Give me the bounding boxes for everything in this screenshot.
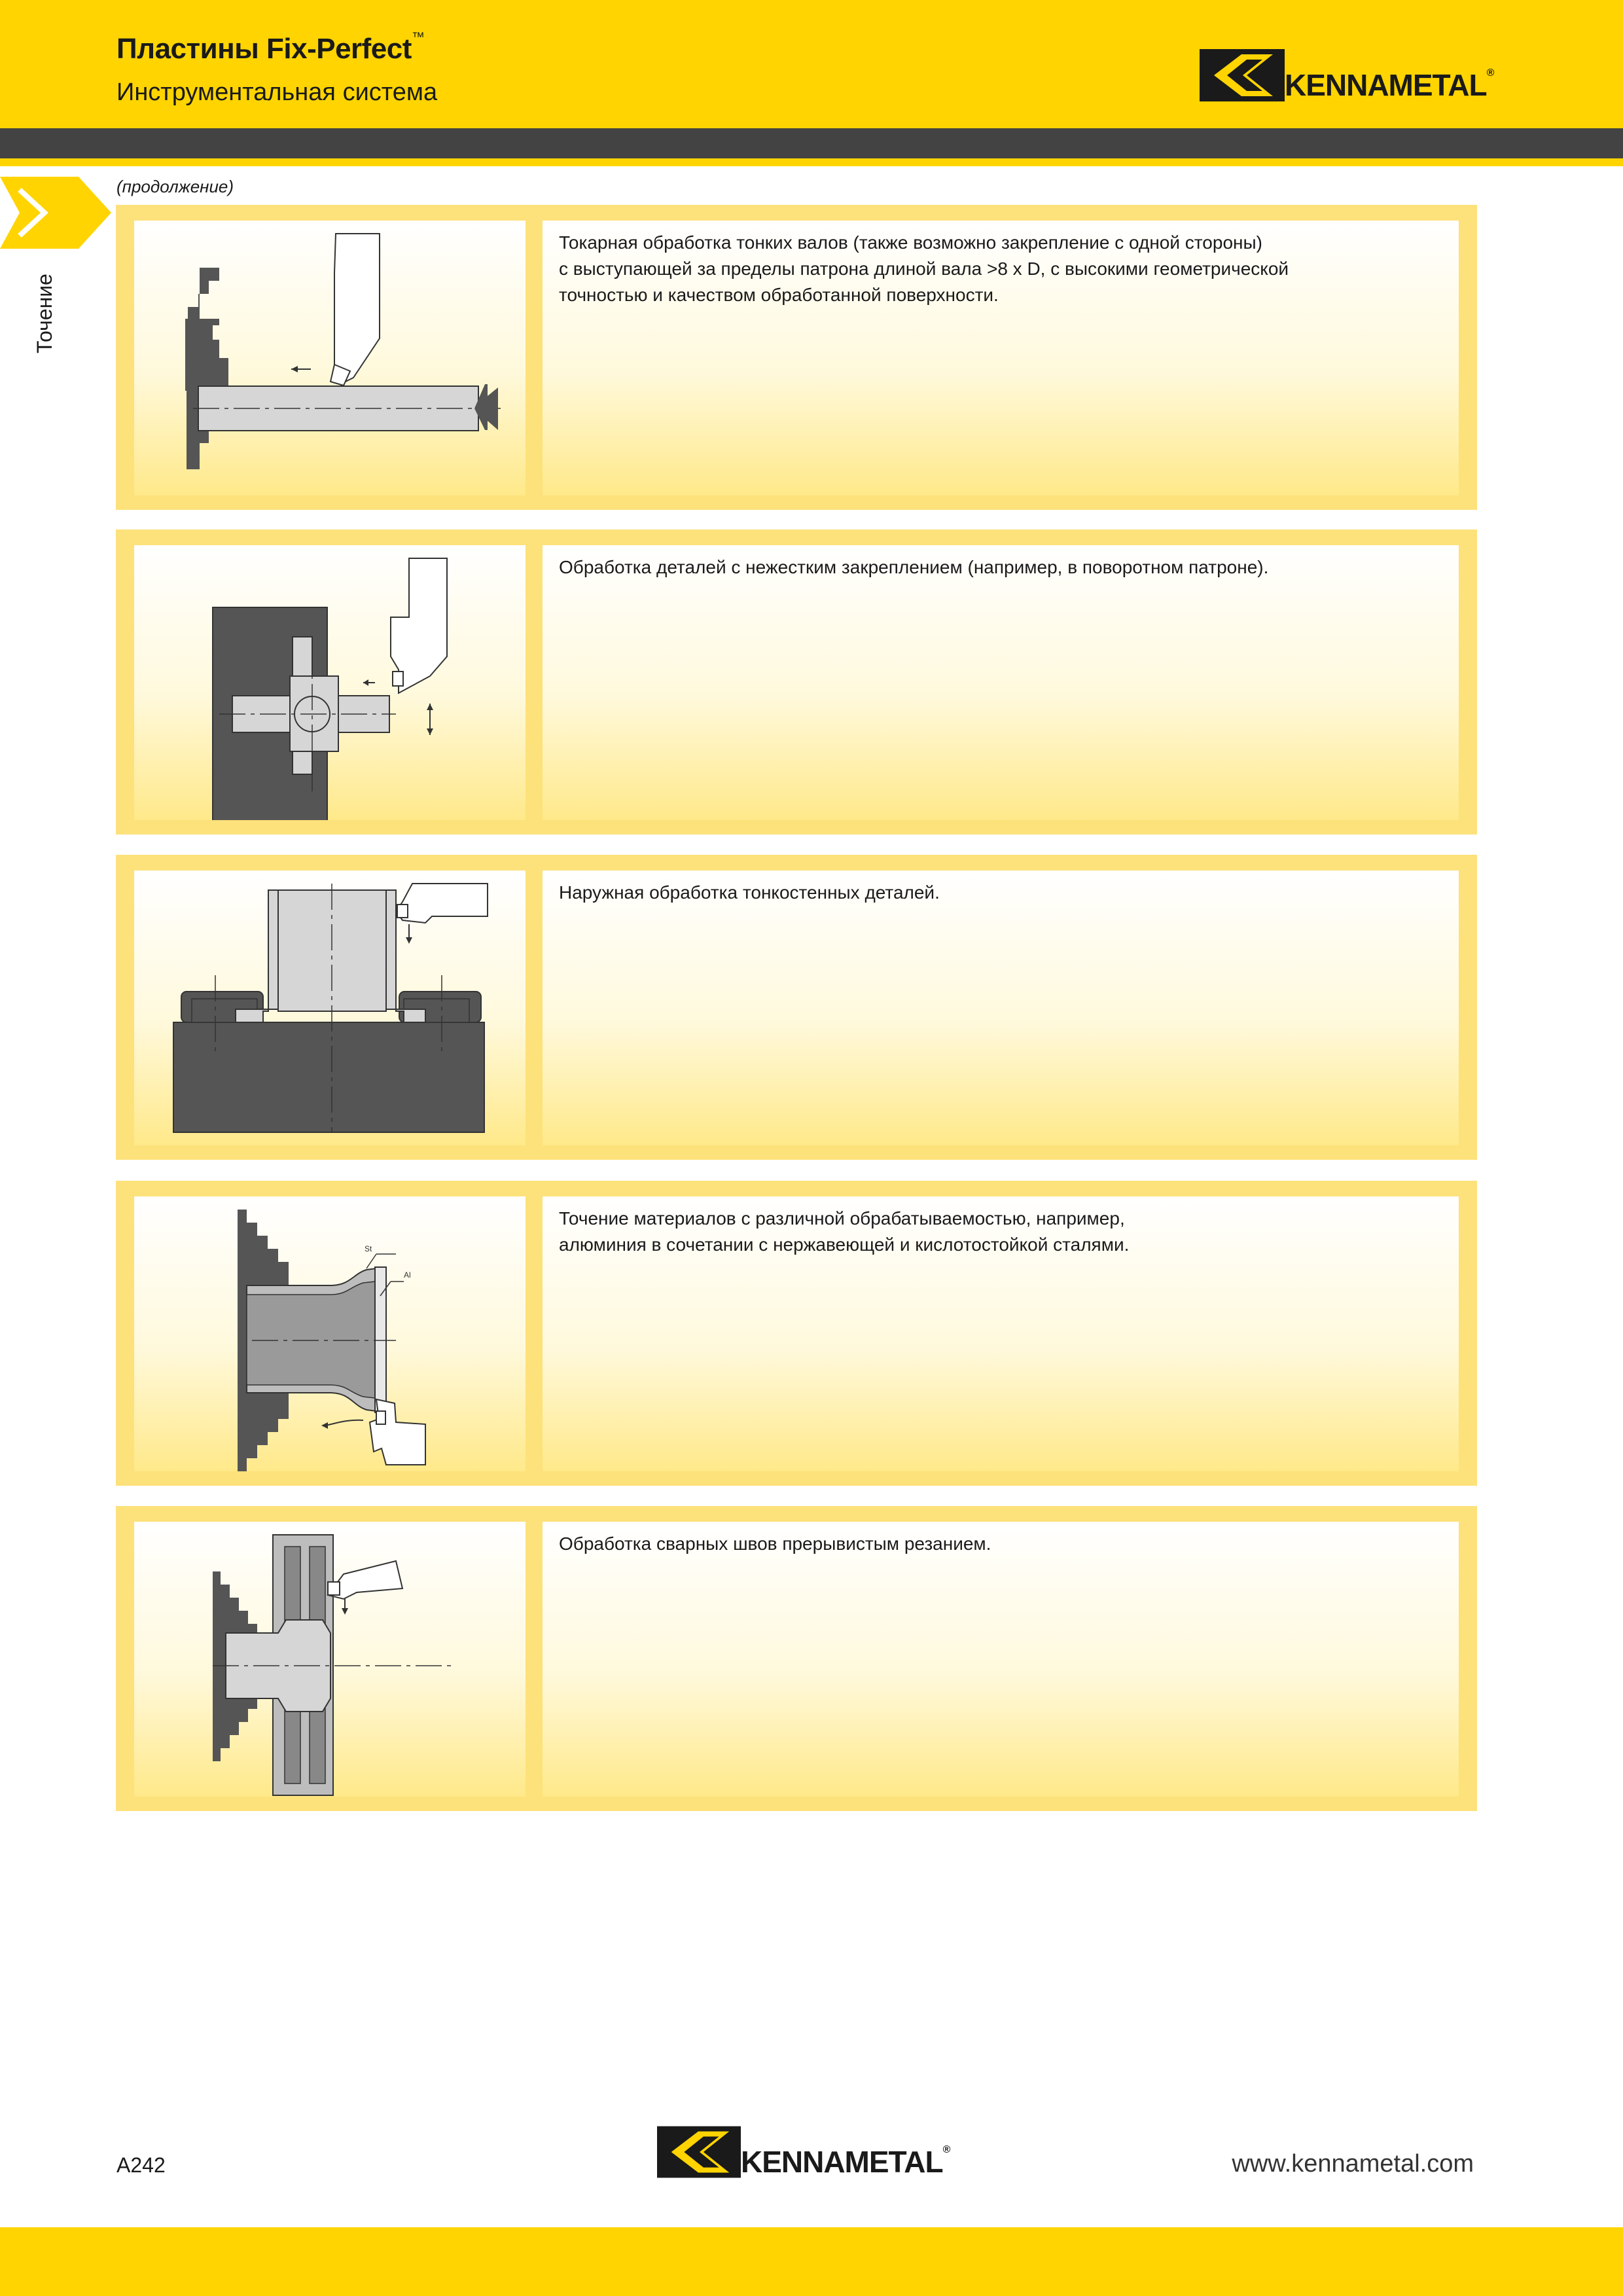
description-text: Наружная обработка тонкостенных деталей.: [559, 882, 940, 903]
description-text: Обработка сварных швов прерывистым резанием.: [559, 1534, 991, 1554]
continued-label: (продолжение): [116, 177, 234, 196]
description-box: [543, 221, 1459, 495]
page-number: A242: [116, 2153, 166, 2177]
trademark-symbol: ™: [411, 30, 425, 45]
welded-seam-figure: [134, 1522, 526, 1797]
description-box: [543, 1196, 1459, 1471]
kennametal-k-icon: [657, 2126, 741, 2178]
mixed-material-figure: [134, 1196, 526, 1471]
footer-band: [0, 2227, 1623, 2296]
page-subtitle: Инструментальная система: [116, 79, 438, 106]
swivel-chuck-figure: [134, 545, 526, 820]
application-row: [116, 529, 1477, 834]
header-logo: [1200, 49, 1494, 102]
footer-logo-trademark: ®: [942, 2144, 950, 2155]
description-text: Обработка деталей с нежестким закреплением (например, в поворотном патроне).: [559, 557, 1269, 577]
section-chevron-icon: [0, 177, 111, 249]
footer-logo-text: KENNAMETAL: [741, 2145, 943, 2179]
kennametal-k-icon: [1200, 49, 1285, 101]
slender-shaft-figure: [134, 221, 526, 495]
header-logo-trademark: ®: [1486, 67, 1494, 79]
application-row: [116, 855, 1477, 1160]
description-box: [543, 870, 1459, 1145]
page-title: Пластины Fix-Perfect™: [116, 30, 425, 65]
description-box: [543, 545, 1459, 820]
application-row: [116, 205, 1477, 510]
steel-label: St: [365, 1244, 372, 1253]
header-dark-stripe: [0, 128, 1623, 158]
description-box: [543, 1522, 1459, 1797]
footer-logo: [657, 2126, 950, 2179]
application-row: [116, 1181, 1477, 1486]
website-link[interactable]: www.kennametal.com: [1232, 2150, 1474, 2178]
description-text: Токарная обработка тонких валов (также возможно закрепление с одной стороны) с выступающей за пределы патрона длиной вала >8 x D, с высокими геометрической точностью и качеством обработанной поверхности.: [559, 232, 1289, 305]
header-yellow-line: [0, 158, 1623, 166]
header-logo-text: KENNAMETAL: [1285, 68, 1487, 102]
application-row: [116, 1506, 1477, 1811]
aluminium-label: Al: [404, 1270, 411, 1280]
thin-walled-part-figure: [134, 870, 526, 1145]
description-text: Точение материалов с различной обрабатываемостью, например, алюминия в сочетании с нержавеющей и кислотостойкой сталями.: [559, 1208, 1130, 1255]
section-label: Точение: [33, 274, 56, 353]
